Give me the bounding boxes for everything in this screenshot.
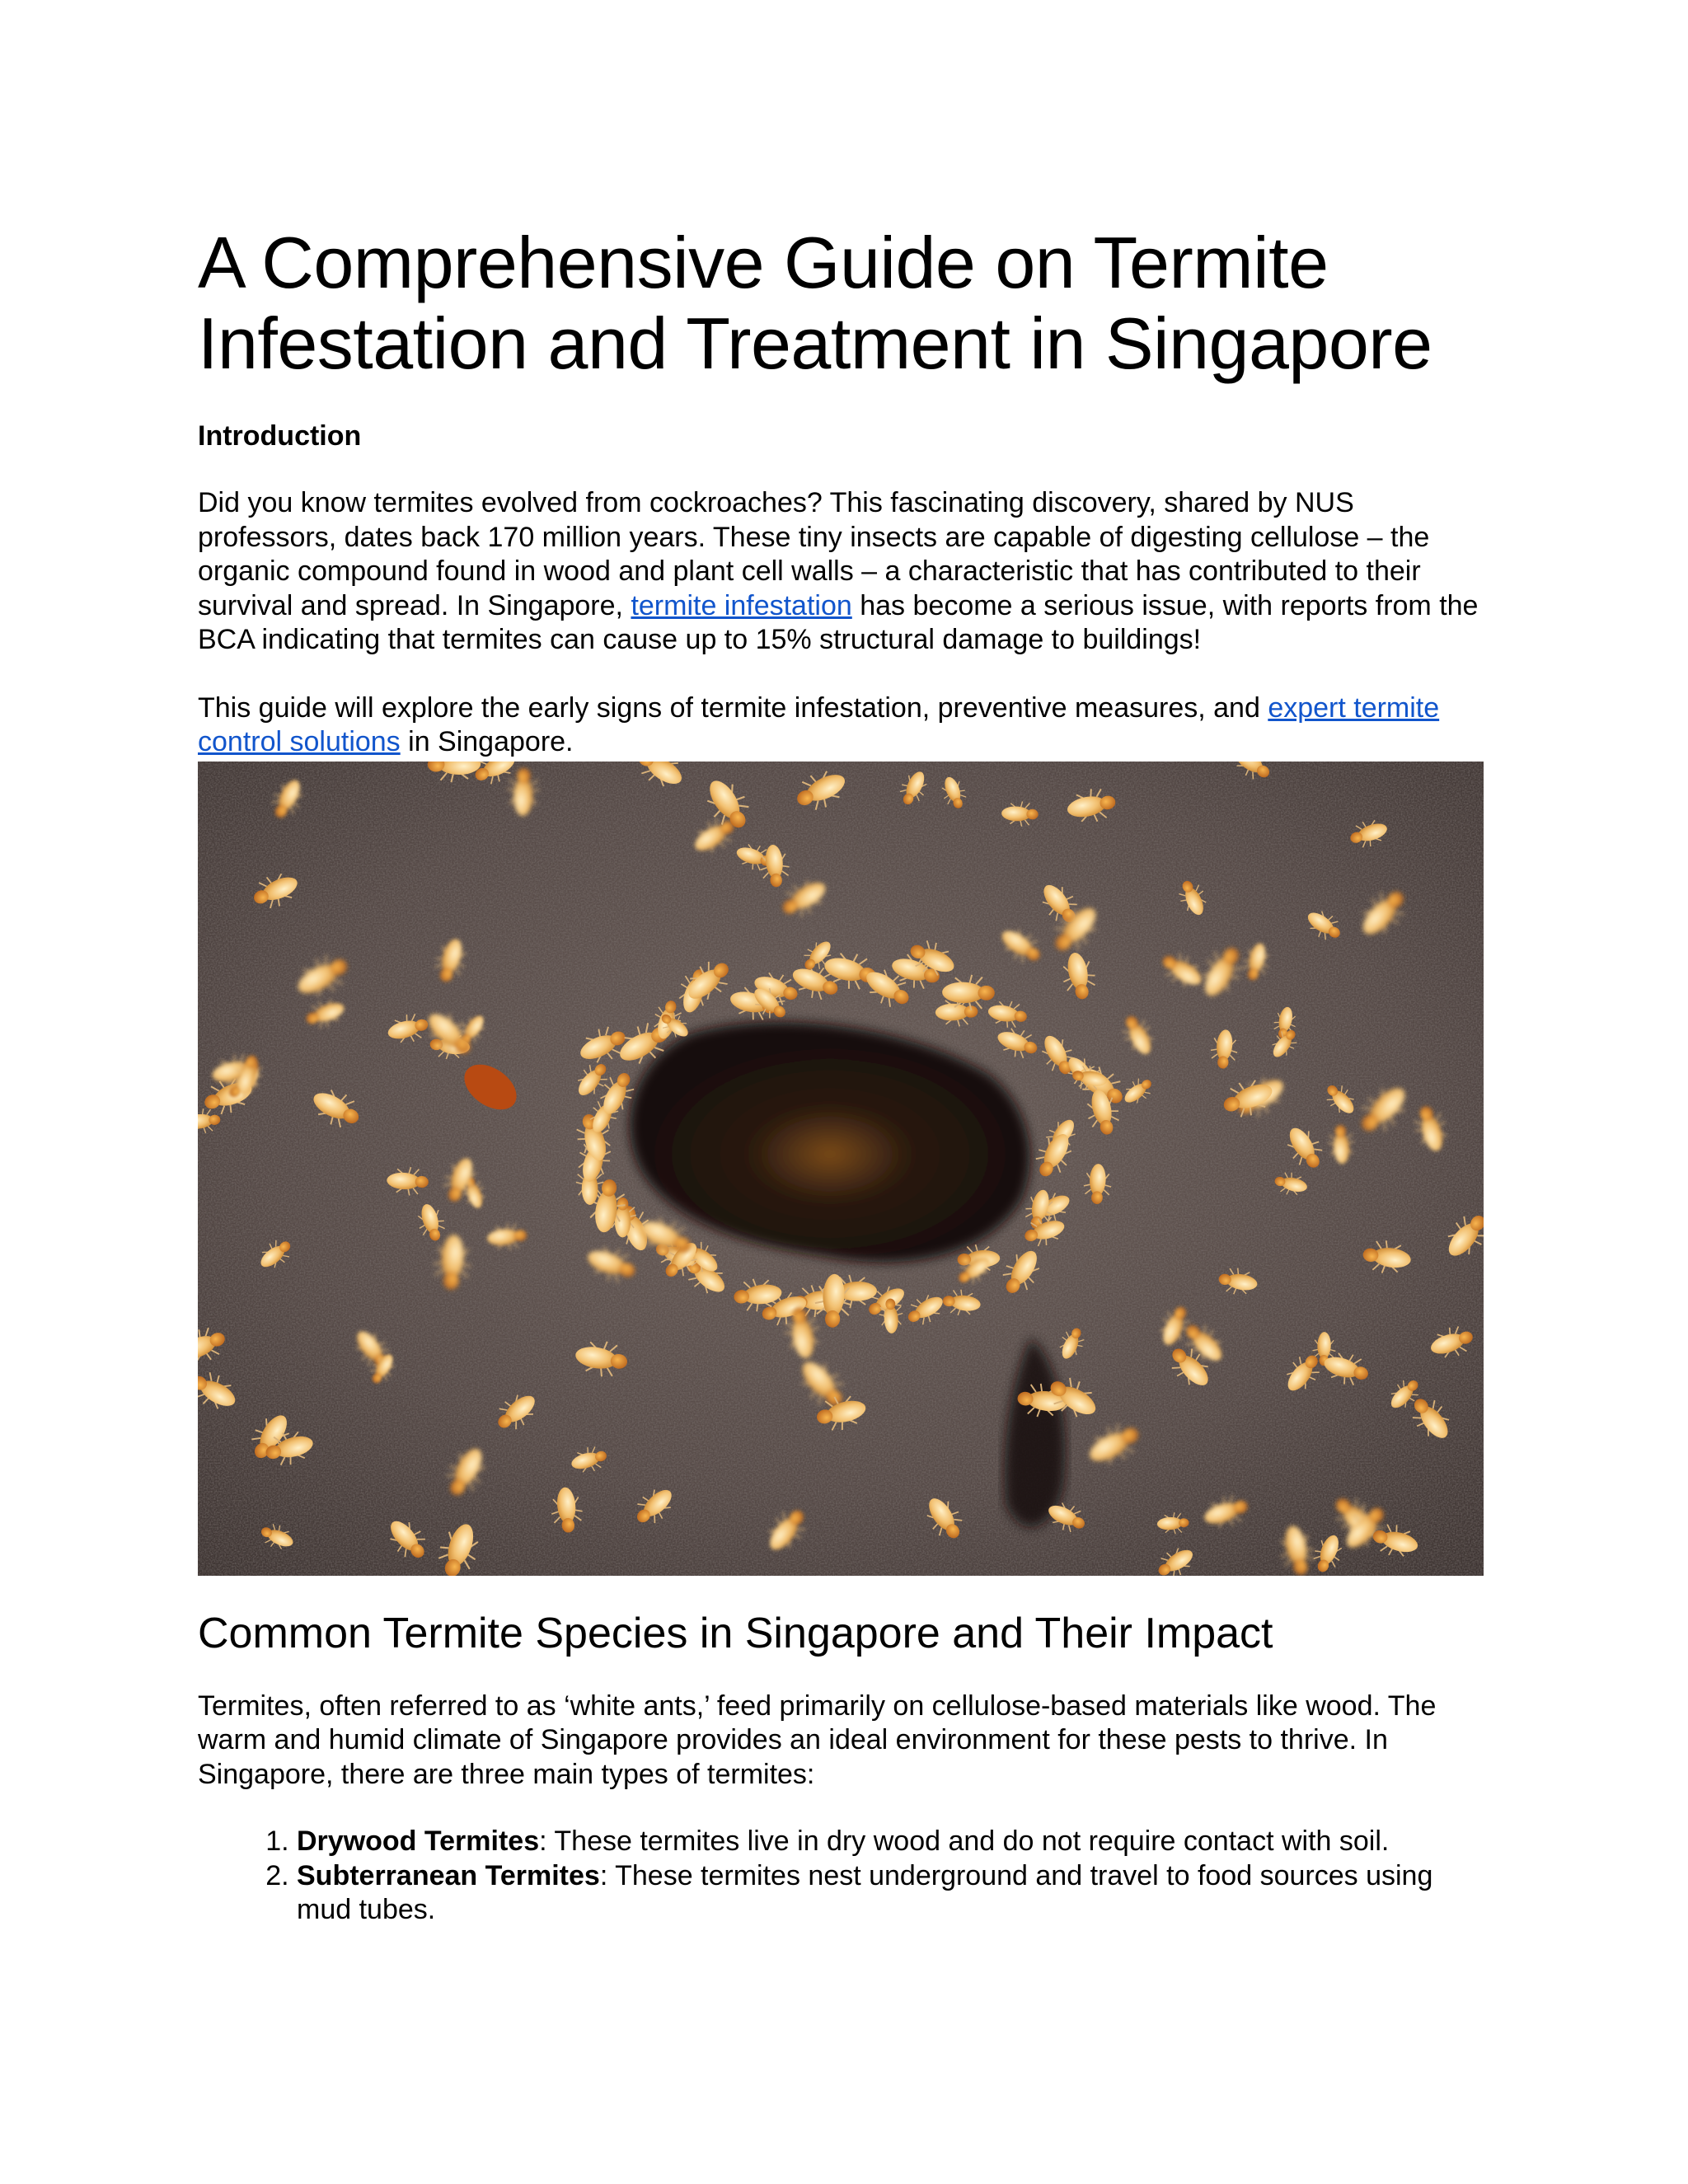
list-item-desc: : These termites nest underground and travel to food sources using mud tubes. — [297, 1859, 1433, 1925]
termite-infestation-link[interactable]: termite infestation — [631, 589, 852, 621]
list-item-subterranean — [297, 1859, 1484, 1928]
page-title: A Comprehensive Guide on Termite Infestation and Treatment in Singapore — [198, 222, 1432, 384]
list-item-desc: : These termites live in dry wood and do not require contact with soil. — [539, 1825, 1390, 1857]
guide-text-start: This guide will explore the early signs of termite infestation, preventive measures, and — [198, 691, 1268, 724]
intro-text-end: has become a serious issue, with reports from the BCA indicating that termites can cause up to 15% structural damage to buildings! — [198, 589, 1479, 655]
termite-control-solutions-link[interactable]: expert termite control solutions — [198, 691, 1440, 757]
termite-types-list — [198, 1825, 1484, 1928]
list-item-term: Subterranean Termites — [297, 1859, 600, 1891]
list-item-drywood — [297, 1825, 1484, 1859]
guide-text-end: in Singapore. — [400, 726, 574, 757]
document-page — [198, 223, 1484, 1928]
intro-heading: Introduction — [198, 420, 362, 452]
list-item-term: Drywood Termites — [297, 1825, 540, 1857]
section-heading: Common Termite Species in Singapore and Their Impact — [198, 1609, 1273, 1657]
intro-text-start: Did you know termites evolved from cockroaches? This fascinating discovery, shared by NUS professors, dates back 170 million years. These tiny insects are capable of digesting cellulose – the organic compound found in wood and plant cell walls – a characteristic that has contributed to their survival and spread. In Singapore, — [198, 487, 1430, 621]
guide-paragraph — [198, 691, 1484, 760]
termite-colony-photo — [198, 762, 1484, 1576]
intro-paragraph — [198, 486, 1484, 658]
species-paragraph: Termites, often referred to as ‘white ants,’ feed primarily on cellulose-based materials like wood. The warm and humid climate of Singapore provides an ideal environment for these pests to thrive. In Singapore, there are three main types of termites: — [198, 1690, 1437, 1790]
